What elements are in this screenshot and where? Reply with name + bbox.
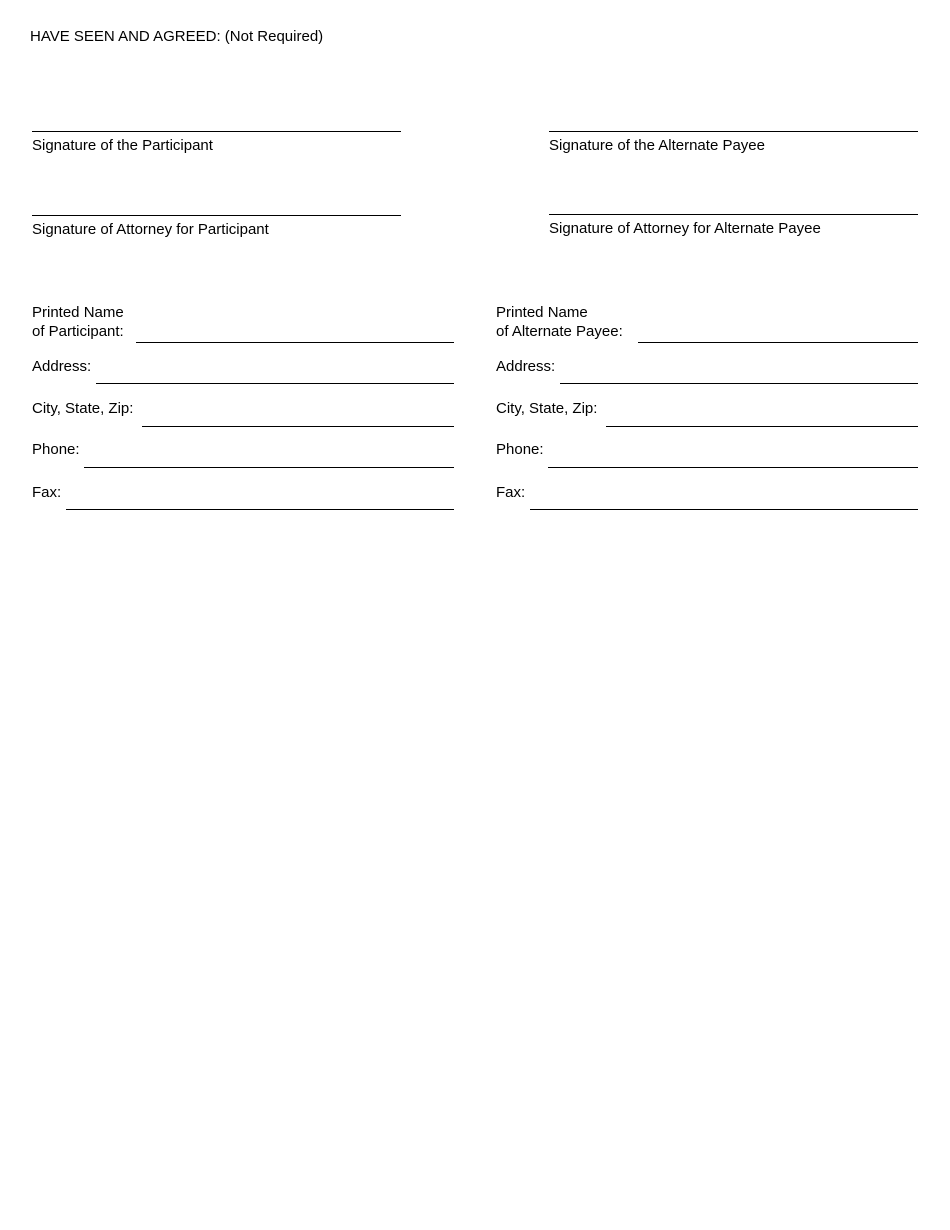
alternate-payee-signature-label: Signature of the Alternate Payee (549, 137, 765, 154)
participant-address-label: Address: (32, 358, 92, 375)
participant-signature-label: Signature of the Participant (32, 137, 213, 154)
alternate-payee-phone-label: Phone: (496, 441, 544, 458)
alternate-payee-printed-name-label-line2: of Alternate Payee: (496, 323, 623, 340)
alternate-payee-signature-line[interactable] (549, 131, 918, 132)
alternate-payee-city-state-zip-field[interactable] (606, 426, 918, 427)
alternate-payee-fax-field[interactable] (530, 509, 918, 510)
participant-printed-name-label-line1: Printed Name (32, 304, 124, 321)
participant-fax-label: Fax: (32, 484, 62, 501)
participant-printed-name-field[interactable] (136, 342, 454, 343)
participant-address-field[interactable] (96, 383, 454, 384)
attorney-participant-signature-line[interactable] (32, 215, 401, 216)
participant-phone-label: Phone: (32, 441, 80, 458)
alternate-payee-printed-name-label-line1: Printed Name (496, 304, 588, 321)
alternate-payee-phone-field[interactable] (548, 467, 918, 468)
attorney-alternate-payee-signature-line[interactable] (549, 214, 918, 215)
alternate-payee-fax-label: Fax: (496, 484, 526, 501)
participant-fax-field[interactable] (66, 509, 454, 510)
participant-city-state-zip-field[interactable] (142, 426, 454, 427)
attorney-alternate-payee-signature-label: Signature of Attorney for Alternate Payee (549, 220, 821, 237)
participant-phone-field[interactable] (84, 467, 454, 468)
participant-city-state-zip-label: City, State, Zip: (32, 400, 134, 417)
alternate-payee-city-state-zip-label: City, State, Zip: (496, 400, 598, 417)
attorney-participant-signature-label: Signature of Attorney for Participant (32, 221, 269, 238)
form-heading: HAVE SEEN AND AGREED: (Not Required) (30, 28, 324, 45)
alternate-payee-address-label: Address: (496, 358, 556, 375)
alternate-payee-printed-name-field[interactable] (638, 342, 918, 343)
participant-printed-name-label-line2: of Participant: (32, 323, 124, 340)
participant-signature-line[interactable] (32, 131, 401, 132)
alternate-payee-address-field[interactable] (560, 383, 918, 384)
